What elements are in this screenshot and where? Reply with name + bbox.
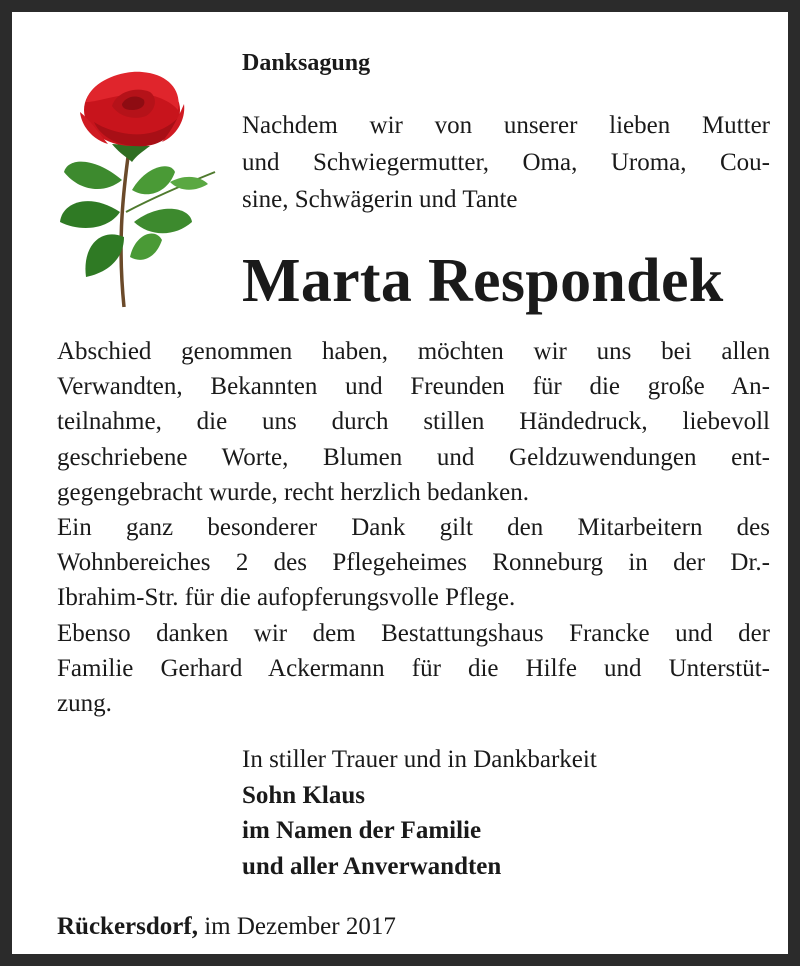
body-line: Verwandten, Bekannten und Freunden für die große An- <box>57 373 770 401</box>
signature-line: im Namen der Familie <box>242 817 482 844</box>
intro-line: Nachdem wir von unserer lieben Mutter <box>242 112 770 139</box>
body-line: Wohnbereiches 2 des Pflegeheimes Ronneburg in der Dr.- <box>57 549 770 577</box>
body-text <box>57 334 770 721</box>
signature-name: Sohn Klaus <box>242 781 365 809</box>
body-line: Familie Gerhard Ackermann für die Hilfe und Unterstüt- <box>57 654 770 682</box>
body-line: Abschied genommen haben, möchten wir uns bei allen <box>57 338 770 365</box>
body-line: Ein ganz besonderer Dank gilt den Mitarbeitern des <box>57 514 770 542</box>
place-name: Rückersdorf, <box>57 913 198 940</box>
body-line: zung. <box>57 690 112 718</box>
date-text: im Dezember 2017 <box>204 913 396 940</box>
body-line: teilnahme, die uns durch stillen Händedruck, liebevoll <box>57 408 770 436</box>
body-line: geschriebene Worte, Blumen und Geldzuwendungen ent- <box>57 443 770 471</box>
body-line: Ebenso danken wir dem Bestattungshaus Francke und der <box>57 619 770 647</box>
body-line: gegengebracht wurde, recht herzlich bedanken. <box>57 478 529 506</box>
signature-line: und aller Anverwandten <box>242 852 502 880</box>
place-date-line <box>57 909 396 944</box>
deceased-name: Marta Respondek <box>242 247 724 315</box>
intro-line: sine, Schwägerin und Tante <box>242 186 518 213</box>
signature-block <box>242 742 597 884</box>
signature-line: In stiller Trauer und in Dankbarkeit <box>242 746 597 773</box>
body-line: Ibrahim-Str. für die aufopferungsvolle Pflege. <box>57 584 516 612</box>
intro-text <box>242 107 770 218</box>
red-rose-icon <box>50 62 225 312</box>
notice-heading: Danksagung <box>242 50 371 76</box>
intro-line: und Schwiegermutter, Oma, Uroma, Cou- <box>242 149 770 176</box>
